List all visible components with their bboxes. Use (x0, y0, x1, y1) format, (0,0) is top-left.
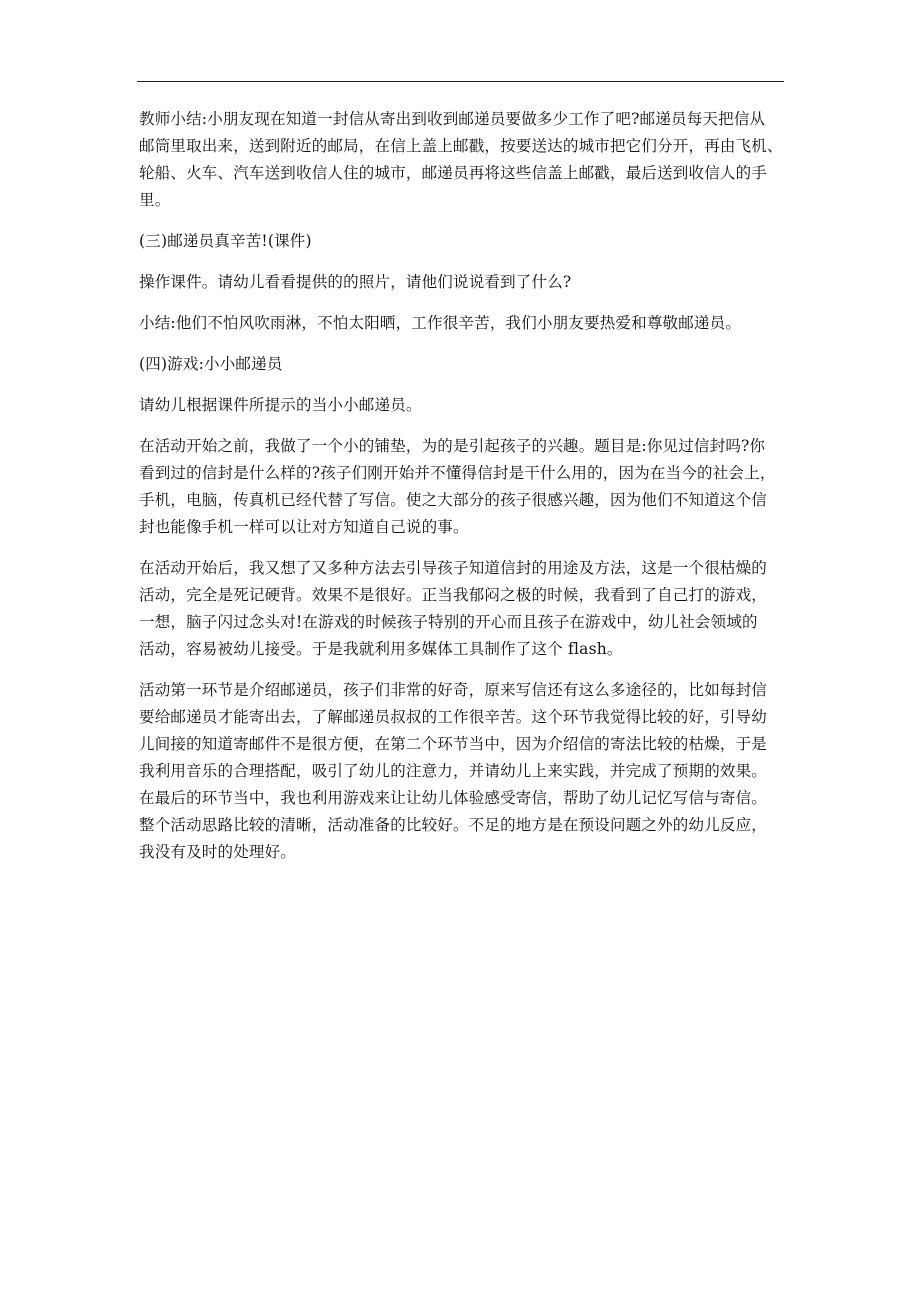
text-line: 一想，脑子闪过念头对!在游戏的时候孩子特别的开心而且孩子在游戏中，幼儿社会领域的 (139, 613, 758, 631)
text-line: 轮船、火车、汽车送到收信人住的城市，邮递员再将这些信盖上邮戳，最后送到收信人的手 (139, 164, 768, 182)
text-line: 操作课件。请幼儿看看提供的的照片，请他们说说看到了什么? (139, 273, 572, 291)
text-line: 我利用音乐的合理搭配，吸引了幼儿的注意力，并请幼儿上来实践，并完成了预期的效果。 (139, 762, 768, 780)
paragraph-reflection-1 (139, 433, 789, 541)
paragraph-game (139, 392, 789, 419)
text-line: 整个活动思路比较的清晰，活动准备的比较好。不足的地方是在预设问题之外的幼儿反应， (139, 816, 768, 834)
text-line: 要给邮递员才能寄出去，了解邮递员叔叔的工作很辛苦。这个环节我觉得比较的好，引导幼 (139, 708, 768, 726)
document-body (139, 106, 789, 866)
paragraph-summary (139, 310, 789, 337)
text-line: 手机，电脑，传真机已经代替了写信。使之大部分的孩子很感兴趣，因为他们不知道这个信 (139, 491, 768, 509)
paragraph-reflection-3 (139, 677, 789, 866)
text-line: 我没有及时的处理好。 (139, 843, 297, 861)
header-rule (137, 81, 784, 82)
text-line: 在活动开始后，我又想了又多种方法去引导孩子知道信封的用途及方法，这是一个很枯燥的 (139, 559, 768, 577)
text-line: (四)游戏:小小邮递员 (139, 355, 283, 373)
text-line: 里。 (139, 191, 171, 209)
section-heading-4 (139, 351, 789, 378)
text-line: 邮筒里取出来，送到附近的邮局，在信上盖上邮戳，按要送达的城市把它们分开，再由飞机、 (139, 137, 783, 155)
text-line: 封也能像手机一样可以让对方知道自己说的事。 (139, 518, 469, 536)
text-line: 请幼儿根据课件所提示的当小小邮递员。 (139, 396, 422, 414)
paragraph-teacher-summary (139, 106, 789, 214)
text-line: 儿间接的知道寄邮件不是很方便，在第二个环节当中，因为介绍信的寄法比较的枯燥，于是 (139, 735, 768, 753)
text-line: 活动，容易被幼儿接受。于是我就利用多媒体工具制作了这个 flash。 (139, 640, 623, 658)
text-line: 小结:他们不怕风吹雨淋，不怕太阳晒，工作很辛苦，我们小朋友要热爱和尊敬邮递员。 (139, 314, 742, 332)
text-line: 教师小结:小朋友现在知道一封信从寄出到收到邮递员要做多少工作了吧?邮递员每天把信从 (139, 110, 766, 128)
text-line: 活动第一环节是介绍邮递员，孩子们非常的好奇，原来写信还有这么多途径的，比如每封信 (139, 681, 768, 699)
section-heading-3 (139, 228, 789, 255)
paragraph-courseware (139, 269, 789, 296)
text-line: 看到过的信封是什么样的?孩子们刚开始并不懂得信封是干什么用的，因为在当今的社会上， (139, 464, 776, 482)
text-line: 在活动开始之前，我做了一个小的铺垫，为的是引起孩子的兴趣。题目是:你见过信封吗?你 (139, 437, 766, 455)
paragraph-reflection-2 (139, 555, 789, 663)
text-line: (三)邮递员真辛苦!(课件) (139, 232, 312, 250)
text-line: 在最后的环节当中，我也利用游戏来让让幼儿体验感受寄信，帮助了幼儿记忆写信与寄信。 (139, 789, 768, 807)
text-line: 活动，完全是死记硬背。效果不是很好。正当我郁闷之极的时候，我看到了自己打的游戏， (139, 586, 768, 604)
